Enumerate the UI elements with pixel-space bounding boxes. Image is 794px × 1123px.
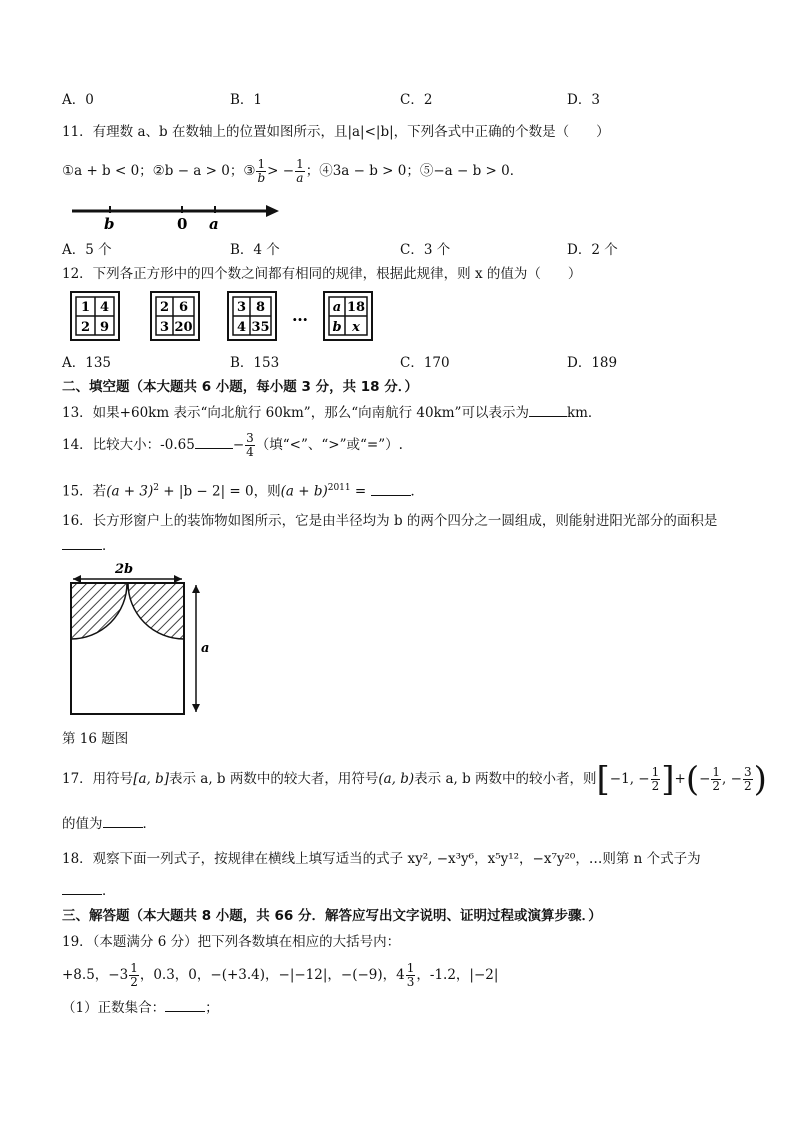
q13: 13．如果+60km 表示“向北航行 60km”，那么“向南航行 40km”可以表示为 km． [62, 405, 602, 421]
prev-option-a: A．0 [62, 92, 94, 108]
q17: 17．用符号[a, b]表示 a, b 两数中的较大者，用符号(a, b)表示 a, b 两数中的较小者，则[−1, − $\frac{1}{2}$ ]+(− $\frac{1}{2}$ , − $\frac{3}{2}$ ) [62, 759, 767, 800]
section-2-heading: 二、填空题（本大题共 6 小题，每小题 3 分，共 18 分．） [62, 379, 419, 395]
q12-option-b: B．153 [230, 355, 280, 371]
q11-stem: 11．有理数 a、b 在数轴上的位置如图所示，且|a|<|b|，下列各式中正确的个数是（ ） [62, 124, 610, 140]
sq4-top-right: 18 [346, 300, 366, 315]
q19-stem: 19．（本题满分 6 分）把下列各数填在相应的大括号内： [62, 934, 401, 950]
axis-label-zero: 0 [177, 215, 188, 232]
sq3-bottom-left: 4 [236, 320, 247, 335]
q11-items: ①a + b < 0；②b − a > 0；③ $\frac{1}{b}$ > − $\frac{1}{a}$ ；④3a − b > 0；⑤−a − b > 0． [62, 157, 524, 185]
q17-line2: 的值为 ． [62, 816, 156, 832]
q16-stem: 16．长方形窗户上的装饰物如图所示，它是由半径均为 b 的两个四分之一圆组成，则能射进阳光部分的面积是 [62, 513, 718, 529]
q15: 15．若$(a + 3)^2 + |b - 2| = 0$，则$(a + b)^{2011}$ = ． [62, 483, 425, 500]
sq4-bottom-right: x [352, 320, 360, 335]
q12-squares-figure [70, 291, 380, 343]
q11-option-b: B．4 个 [230, 242, 280, 258]
sq4-bottom-left: b [332, 320, 342, 335]
q11-option-c: C．3 个 [400, 242, 451, 258]
prev-option-c: C．2 [400, 92, 433, 108]
q19-part1-blank [165, 999, 205, 1012]
q18-line2: ． [62, 882, 116, 900]
q12-stem: 12．下列各正方形中的四个数之间都有相同的规律，根据此规律，则 x 的值为（ ） [62, 266, 582, 282]
sq3-bottom-right: 35 [251, 320, 270, 335]
fig-label-a: a [201, 641, 210, 656]
axis-label-a: a [209, 215, 219, 232]
q11-option-d: D．2 个 [567, 242, 618, 258]
sq1-top-left: 1 [80, 300, 91, 315]
q18-answer-blank [62, 882, 102, 895]
window-figure [60, 560, 220, 720]
q17-answer-blank [103, 815, 143, 828]
number-line-figure [70, 200, 282, 232]
sq1-top-right: 4 [99, 300, 110, 315]
q15-answer-blank [371, 483, 411, 496]
q13-answer-blank [529, 404, 567, 417]
sq3-top-right: 8 [255, 300, 266, 315]
sq-ellipsis: … [292, 306, 308, 325]
sq2-top-left: 2 [159, 300, 170, 315]
sq1-bottom-left: 2 [80, 320, 91, 335]
sq1-bottom-right: 9 [99, 320, 110, 335]
fig16-caption: 第 16 题图 [62, 731, 129, 747]
prev-option-b: B．1 [230, 92, 263, 108]
q18-stem: 18．观察下面一列式子，按规律在横线上填写适当的式子 xy², −x³y⁶，x⁵y¹²，−x⁷y²⁰，…则第 n 个式子为 [62, 851, 701, 867]
q12-option-c: C．170 [400, 355, 450, 371]
sq3-top-left: 3 [236, 300, 247, 315]
sq2-top-right: 6 [178, 300, 189, 315]
q11-option-a: A．5 个 [62, 242, 112, 258]
sq2-bottom-left: 3 [159, 320, 170, 335]
q19-numbers: +8.5，−3 $\frac{1}{2}$ ，0.3，0，−(+3.4)，−|−12|，−(−9)，4 $\frac{1}{3}$ ，-1.2，|−2| [62, 961, 499, 989]
sq4-top-left: a [332, 300, 342, 315]
prev-option-d: D．3 [567, 92, 600, 108]
q16-answer-blank [62, 537, 102, 550]
q19-part1: （1）正数集合： ； [62, 1000, 219, 1016]
q16-line2: ． [62, 537, 116, 555]
sq2-bottom-right: 20 [174, 320, 193, 335]
axis-label-b: b [104, 215, 115, 232]
q12-option-d: D．189 [567, 355, 618, 371]
q14-answer-blank [195, 436, 233, 449]
fig-label-2b: 2b [115, 562, 134, 577]
section-3-heading: 三、解答题（本大题共 8 小题，共 66 分．解答应写出文字说明、证明过程或演算步骤．） [62, 908, 602, 924]
q12-option-a: A．135 [62, 355, 112, 371]
q14: 14．比较大小：-0.65 − $\frac{3}{4}$ （填“<”、“>”或“=”）. [62, 431, 403, 459]
